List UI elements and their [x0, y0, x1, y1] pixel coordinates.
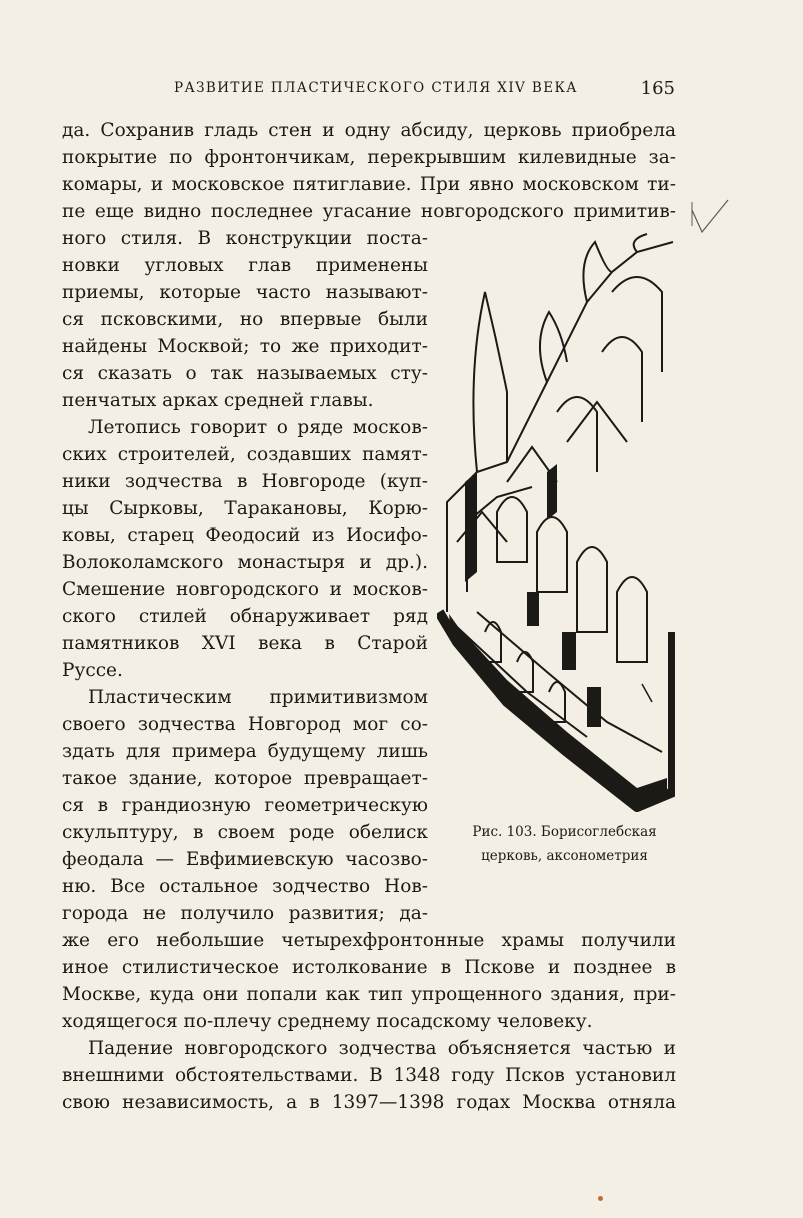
text-line: скульптуру, в своем роде обелиск	[62, 822, 428, 843]
text-line: Летопись говорит о ряде москов-	[88, 417, 428, 438]
text-line: здать для примера будущему лишь	[62, 741, 428, 762]
text-line: своего зодчества Новгород мог со-	[62, 714, 428, 735]
text-line: Пластическим примитивизмом	[88, 687, 428, 708]
text-line: пенчатых арках средней главы.	[62, 390, 374, 411]
text-line: ских строителей, создавших памят-	[62, 444, 428, 465]
text-line: памятников XVI века в Старой	[62, 633, 428, 654]
text-line: ковы, старец Феодосий из Иосифо-	[62, 525, 428, 546]
church-axonometry-illustration	[437, 232, 675, 812]
text-line: иное стилистическое истолкование в Пскове и позднее в	[62, 957, 676, 978]
text-line: ся сказать о так называемых сту-	[62, 363, 428, 384]
text-line: пе еще видно последнее угасание новгородского примитив-	[62, 201, 676, 222]
ink-dot	[598, 1196, 603, 1201]
page-header	[70, 78, 675, 100]
text-line: ного стиля. В конструкции поста-	[62, 228, 428, 249]
text-line: ся псковскими, но впервые были	[62, 309, 428, 330]
text-line: покрытие по фронтончикам, перекрывшим килевидные за-	[62, 147, 676, 168]
text-line: внешними обстоятельствами. В 1348 году Псков установил	[62, 1065, 676, 1086]
text-line: ню. Все остальное зодчество Нов-	[62, 876, 428, 897]
text-line: свою независимость, а в 1397—1398 годах Москва отняла	[62, 1092, 676, 1113]
text-line: Москве, куда они попали как тип упрощенного здания, при-	[62, 984, 676, 1005]
text-line: цы Сырковы, Таракановы, Корю-	[62, 498, 428, 519]
figure-caption	[452, 820, 677, 868]
text-line: да. Сохранив гладь стен и одну абсиду, церковь приобрела	[62, 120, 676, 141]
caption-line: церковь, аксонометрия	[481, 848, 648, 864]
text-line: Волоколамского монастыря и др.).	[62, 552, 428, 573]
text-line: ники зодчества в Новгороде (куп-	[62, 471, 428, 492]
text-line: новки угловых глав применены	[62, 255, 428, 276]
text-line: же его небольшие четырехфронтонные храмы получили	[62, 930, 676, 951]
text-line: ского стилей обнаруживает ряд	[62, 606, 428, 627]
text-line: Падение новгородского зодчества объясняется частью и	[88, 1038, 676, 1059]
caption-line: Рис. 103. Борисоглебская	[472, 824, 657, 840]
text-line: найдены Москвой; то же приходит-	[62, 336, 428, 357]
text-line: комары, и московское пятиглавие. При явно московском ти-	[62, 174, 676, 195]
margin-checkmark-icon	[690, 196, 730, 236]
text-line: Смешение новгородского и москов-	[62, 579, 428, 600]
text-line: Руссе.	[62, 660, 123, 681]
text-line: ся в грандиозную геометрическую	[62, 795, 428, 816]
text-line: такое здание, которое превращает-	[62, 768, 428, 789]
text-line: феодала — Евфимиевскую часозво-	[62, 849, 428, 870]
text-line: города не получило развития; да-	[62, 903, 428, 924]
text-line: приемы, которые часто называют-	[62, 282, 428, 303]
text-line: ходящегося по-плечу среднему посадскому человеку.	[62, 1011, 593, 1032]
running-head: РАЗВИТИЕ ПЛАСТИЧЕСКОГО СТИЛЯ XIV ВЕКА	[174, 80, 578, 96]
page-number: 165	[640, 78, 675, 99]
